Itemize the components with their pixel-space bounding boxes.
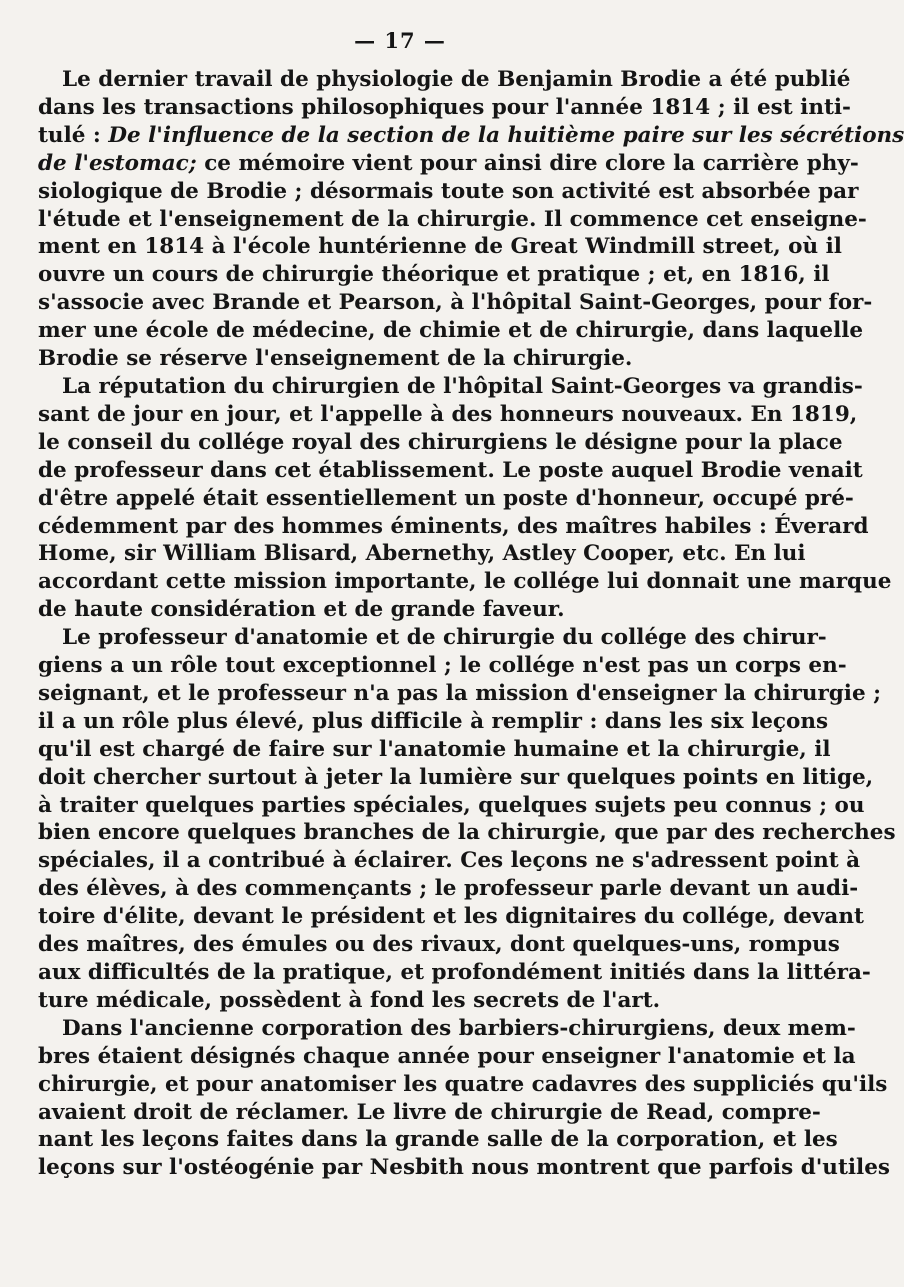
text-line [38, 457, 863, 485]
text-line [38, 513, 869, 541]
text-segment: Home, sir William Blisard, Abernethy, Astley Cooper, etc. En lui [38, 541, 806, 567]
text-segment: de haute considération et de grande faveur. [38, 597, 565, 623]
text-segment: mer une école de médecine, de chimie et de chirurgie, dans laquelle [38, 318, 864, 344]
text-segment: nant les leçons faites dans la grande salle de la corporation, et les [38, 1127, 838, 1153]
text-line [38, 261, 830, 289]
text-segment: ce mémoire vient pour ainsi dire clore la carrière phy- [196, 150, 859, 176]
text-segment: tulé : [38, 122, 109, 148]
text-segment: ouvre un cours de chirurgie théorique et pratique ; et, en 1816, il [38, 262, 830, 288]
text-segment: l'étude et l'enseignement de la chirurgie. Il commence cet enseigne- [38, 206, 867, 232]
text-line [38, 1071, 888, 1099]
italic-text: De l'influence de la section de la huitième paire sur les sécrétions [108, 122, 904, 148]
page-number: — 17 — [354, 28, 446, 53]
text-line [38, 764, 874, 792]
text-segment: s'associe avec Brande et Pearson, à l'hôpital Saint-Georges, pour for- [38, 290, 873, 316]
text-line [38, 1015, 856, 1043]
text-segment: le conseil du collége royal des chirurgiens le désigne pour la place [38, 429, 843, 455]
text-line [38, 373, 863, 401]
text-line [38, 94, 851, 122]
text-segment: bres étaient désignés chaque année pour enseigner l'anatomie et la [38, 1043, 856, 1069]
text-line [38, 150, 859, 178]
text-line [38, 206, 867, 234]
text-line [38, 1043, 856, 1071]
text-segment: avaient droit de réclamer. Le livre de chirurgie de Read, compre- [38, 1099, 821, 1125]
text-line [38, 1126, 838, 1154]
text-line [38, 875, 859, 903]
paragraph [38, 373, 892, 624]
text-line [38, 819, 896, 847]
text-line [38, 345, 762, 373]
text-segment: bien encore quelques branches de la chirurgie, que par des recherches [38, 820, 896, 846]
text-segment: de professeur dans cet établissement. Le poste auquel Brodie venait [38, 457, 863, 483]
text-segment: Le professeur d'anatomie et de chirurgie du collége des chirur- [62, 625, 827, 651]
text-line [38, 987, 762, 1015]
text-line [38, 903, 864, 931]
text-segment: ture médicale, possèdent à fond les secrets de l'art. [38, 987, 661, 1013]
text-line [38, 233, 842, 261]
text-segment: d'être appelé était essentiellement un poste d'honneur, occupé pré- [38, 485, 854, 511]
text-segment: cédemment par des hommes éminents, des maîtres habiles : Éverard [38, 513, 869, 539]
text-line [38, 317, 864, 345]
text-line [38, 178, 859, 206]
text-segment: accordant cette mission importante, le collége lui donnait une marque [38, 569, 892, 595]
paragraph [38, 66, 904, 373]
text-segment: des élèves, à des commençants ; le professeur parle devant un audi- [38, 876, 859, 902]
text-segment: il a un rôle plus élevé, plus difficile à remplir : dans les six leçons [38, 708, 829, 734]
text-segment: ment en 1814 à l'école huntérienne de Great Windmill street, où il [38, 234, 842, 260]
text-line [38, 289, 873, 317]
text-line [38, 680, 882, 708]
text-segment: chirurgie, et pour anatomiser les quatre cadavres des suppliciés qu'ils [38, 1071, 888, 1097]
text-line [38, 429, 843, 457]
text-segment: à traiter quelques parties spéciales, quelques sujets peu connus ; ou [38, 792, 865, 818]
text-line [38, 959, 871, 987]
text-segment: sant de jour en jour, et l'appelle à des honneurs nouveaux. En 1819, [38, 401, 858, 427]
text-line [38, 540, 806, 568]
text-line [38, 736, 831, 764]
text-segment: toire d'élite, devant le président et les dignitaires du collége, devant [38, 904, 864, 930]
text-segment: Dans l'ancienne corporation des barbiers-chirurgiens, deux mem- [62, 1015, 856, 1041]
text-line [38, 568, 892, 596]
text-segment: Brodie se réserve l'enseignement de la chirurgie. [38, 346, 633, 372]
text-segment: doit chercher surtout à jeter la lumière sur quelques points en litige, [38, 764, 874, 790]
text-segment: qu'il est chargé de faire sur l'anatomie humaine et la chirurgie, il [38, 736, 831, 762]
text-line [38, 624, 827, 652]
text-line [38, 708, 829, 736]
paragraph [38, 624, 896, 1015]
text-segment: dans les transactions philosophiques pour l'année 1814 ; il est inti- [38, 94, 851, 120]
text-line [38, 1154, 890, 1182]
text-segment: aux difficultés de la pratique, et profondément initiés dans la littéra- [38, 960, 871, 985]
text-segment: La réputation du chirurgien de l'hôpital Saint-Georges va grandis- [62, 373, 863, 399]
text-line [38, 847, 861, 875]
text-segment: des maîtres, des émules ou des rivaux, dont quelques-uns, rompus [38, 932, 840, 958]
text-segment: Le dernier travail de physiologie de Benjamin Brodie a été publié [62, 67, 851, 92]
paragraph [38, 1015, 890, 1182]
text-segment: leçons sur l'ostéogénie par Nesbith nous montrent que parfois d'utiles [38, 1155, 890, 1181]
text-segment: spéciales, il a contribué à éclairer. Ces leçons ne s'adressent point à [38, 848, 861, 874]
text-line [38, 792, 865, 820]
text-line [38, 596, 762, 624]
italic-text: de l'estomac; [38, 150, 197, 176]
text-line [38, 931, 840, 959]
text-line [38, 485, 854, 513]
text-segment: seignant, et le professeur n'a pas la mission d'enseigner la chirurgie ; [38, 680, 882, 706]
text-segment: giens a un rôle tout exceptionnel ; le collége n'est pas un corps en- [38, 653, 847, 679]
body-text [38, 66, 904, 1182]
text-line [38, 401, 858, 429]
text-line [38, 122, 904, 150]
text-line [38, 1099, 821, 1127]
text-line [38, 66, 851, 94]
text-line [38, 652, 847, 680]
text-segment: siologique de Brodie ; désormais toute son activité est absorbée par [38, 178, 859, 204]
